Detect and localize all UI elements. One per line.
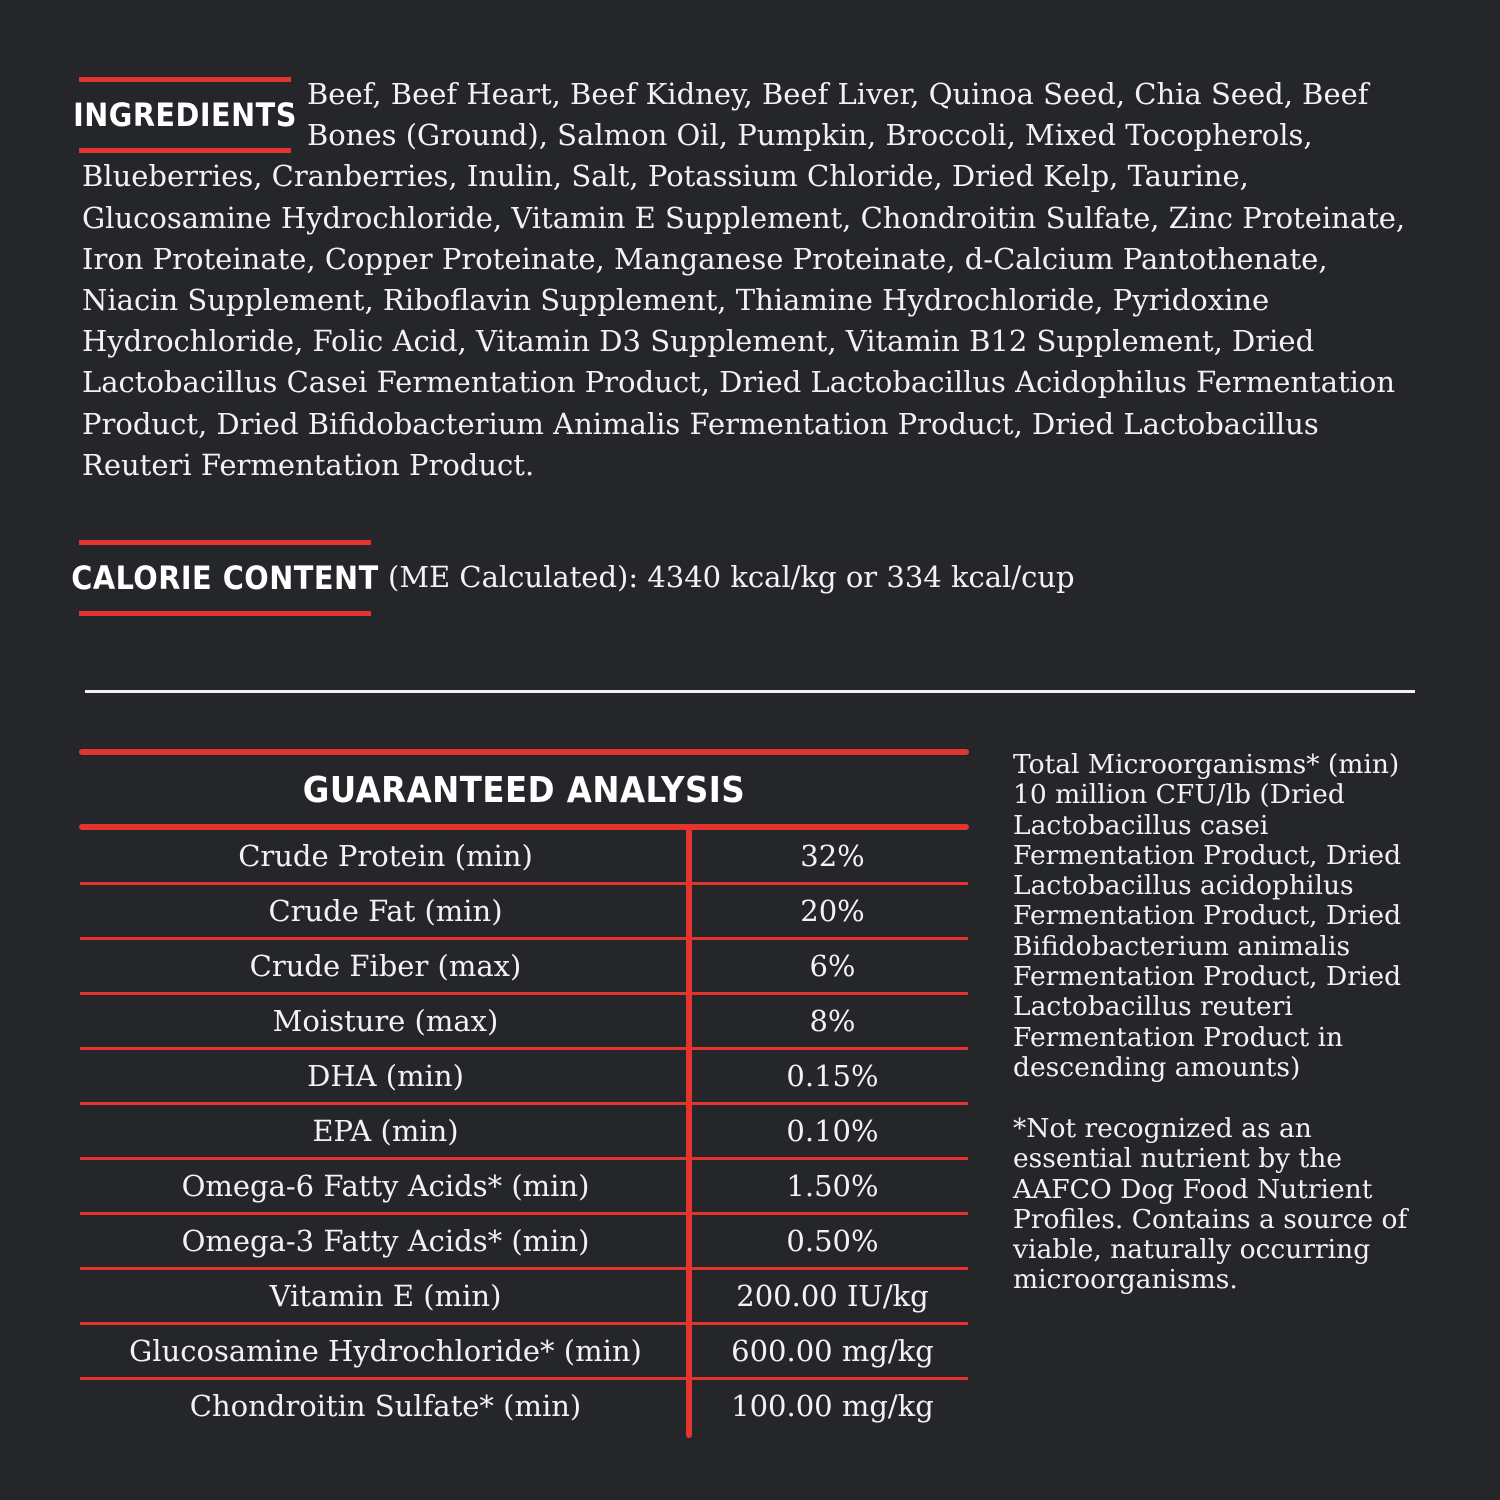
nutrient-name: Moisture (max) xyxy=(272,1004,499,1038)
analysis-top-rule xyxy=(79,749,969,755)
nutrient-value: 32% xyxy=(800,839,865,873)
ingredients-label: INGREDIENTS xyxy=(79,77,291,153)
aafco-footnote: *Not recognized as an essential nutrient by the AAFCO Dog Food Nutrient Profiles. Contains a source of viable, naturally occurring microorganisms. xyxy=(1013,1113,1408,1296)
nutrient-value: 20% xyxy=(800,894,865,928)
nutrient-value: 8% xyxy=(809,1004,856,1038)
table-row xyxy=(80,940,968,995)
nutrient-name: Chondroitin Sulfate* (min) xyxy=(189,1389,582,1423)
nutrient-value: 0.10% xyxy=(786,1114,879,1148)
table-row xyxy=(80,1105,968,1160)
nutrient-value: 200.00 IU/kg xyxy=(736,1279,929,1313)
table-row xyxy=(80,830,968,885)
table-row xyxy=(80,1215,968,1270)
table-row xyxy=(80,885,968,940)
ingredients-list: Beef, Beef Heart, Beef Kidney, Beef Liver, Quinoa Seed, Chia Seed, Beef Bones (Ground), Salmon Oil, Pumpkin, Broccoli, Mixed Tocopherols, Blueberries, Cranberries, Inulin, Salt, Potassium Chloride, Dried Kelp, Taurine, Glucosamine Hydrochloride, Vitamin E Supplement, Chondroitin Sulfate, Zinc Proteinate, Iron Proteinate, Copper Proteinate, Manganese Proteinate, d-Calcium Pantothenate, Niacin Supplement, Riboflavin Supplement, Thiamine Hydrochloride, Pyridoxine Hydrochloride, Folic Acid, Vitamin D3 Supplement, Vitamin B12 Supplement, Dried Lactobacillus Casei Fermentation Product, Dried Lactobacillus Acidophilus Fermentation Product, Dried Bifidobacterium Animalis Fermentation Product, Dried Lactobacillus Reuteri Fermentation Product. xyxy=(82,77,1406,482)
nutrient-name: Crude Fat (min) xyxy=(268,894,503,928)
nutrient-value: 0.15% xyxy=(786,1059,879,1093)
nutrient-name: DHA (min) xyxy=(307,1059,464,1093)
table-row xyxy=(80,995,968,1050)
nutrient-value: 600.00 mg/kg xyxy=(731,1334,934,1368)
nutrient-name: Crude Fiber (max) xyxy=(249,949,522,983)
table-row xyxy=(80,1050,968,1105)
nutrient-name: Omega-3 Fatty Acids* (min) xyxy=(181,1224,590,1258)
table-row xyxy=(80,1325,968,1380)
guaranteed-analysis-table xyxy=(80,830,968,1432)
section-divider xyxy=(85,690,1415,693)
nutrient-value: 1.50% xyxy=(786,1169,879,1203)
nutrient-name: Glucosamine Hydrochloride* (min) xyxy=(129,1334,642,1368)
nutrient-name: Crude Protein (min) xyxy=(238,839,533,873)
analysis-title: GUARANTEED ANALYSIS xyxy=(302,770,746,811)
microorganisms-note: Total Microorganisms* (min) 10 million CFU/lb (Dried Lactobacillus casei Fermentation Product, Dried Lactobacillus acidophilus Fermentation Product, Dried Bifidobacterium animalis Fermentation Product, Dried Lactobacillus reuteri Fermentation Product in descending amounts) xyxy=(1013,749,1402,1083)
nutrient-name: Omega-6 Fatty Acids* (min) xyxy=(181,1169,590,1203)
nutrient-name: EPA (min) xyxy=(312,1114,459,1148)
nutrient-name: Vitamin E (min) xyxy=(269,1279,502,1313)
calorie-content-value: (ME Calculated): 4340 kcal/kg or 334 kcal/cup xyxy=(388,560,1075,594)
table-row xyxy=(80,1380,968,1432)
nutrient-value: 100.00 mg/kg xyxy=(731,1389,934,1423)
calorie-content-label: CALORIE CONTENT xyxy=(79,540,371,616)
table-row xyxy=(80,1270,968,1325)
nutrient-value: 6% xyxy=(809,949,856,983)
table-row xyxy=(80,1160,968,1215)
nutrient-value: 0.50% xyxy=(786,1224,879,1258)
ingredients-section xyxy=(82,74,1412,486)
label-spacer xyxy=(82,74,307,156)
